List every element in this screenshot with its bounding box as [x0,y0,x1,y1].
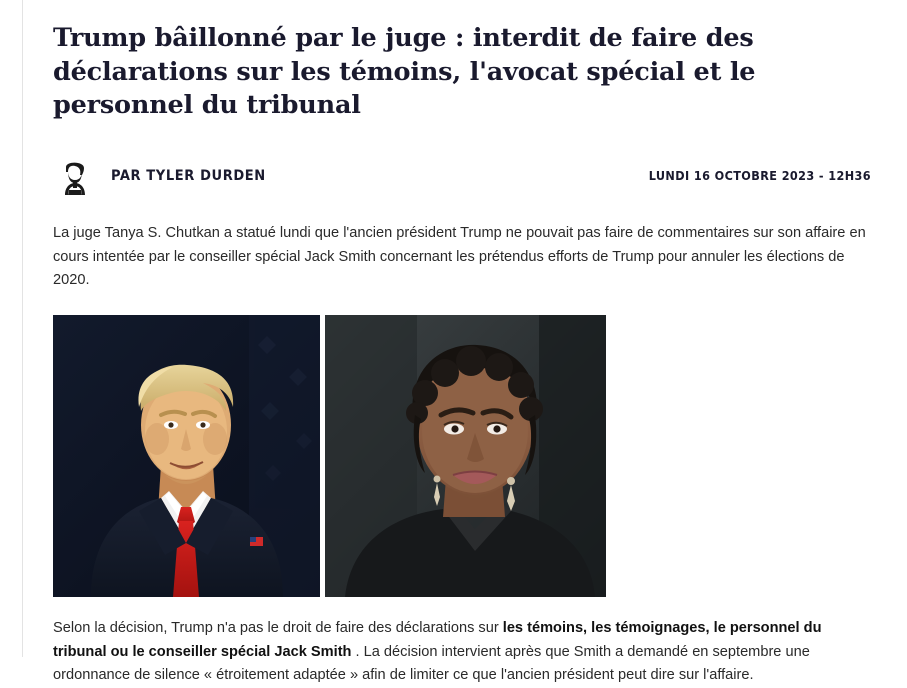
body-text-bold: les témoins, les témoignages, le personnel du tribunal ou le conseiller spécial Jack Smith [53,619,822,660]
byline-date: LUNDI 16 OCTOBRE 2023 - 12H36 [648,168,871,184]
lead-paragraph: La juge Tanya S. Chutkan a statué lundi que l'ancien président Trump ne pouvait pas faire de commentaires sur son affaire en cours intentée par le conseiller spécial Jack Smith concernant les prétendus efforts de Trump pour annuler les élections de 2020. [53,224,866,289]
byline [53,153,877,199]
body-text-part2: . La décision intervient après que Smith a demandé en septembre une ordonnance de silence « étroitement adaptée » afin de limiter ce que l'ancien président peut dire sur l'affaire. [53,643,810,684]
avatar [53,154,97,198]
body-text-part1: Selon la décision, Trump n'a pas le droit de faire des déclarations sur [53,619,503,636]
page-title: Trump bâillonné par le juge : interdit de faire des déclarations sur les témoins, l'avocat spécial et le personnel du tribunal [53,23,756,121]
photo-donald-trump [53,315,320,597]
photo-judge-tanya-chutkan [325,315,606,597]
byline-author: PAR TYLER DURDEN [111,167,266,184]
left-rail [0,0,23,657]
article-figure [53,315,875,597]
body-paragraph [53,617,875,688]
article-content [23,0,907,684]
byline-left [53,154,266,198]
